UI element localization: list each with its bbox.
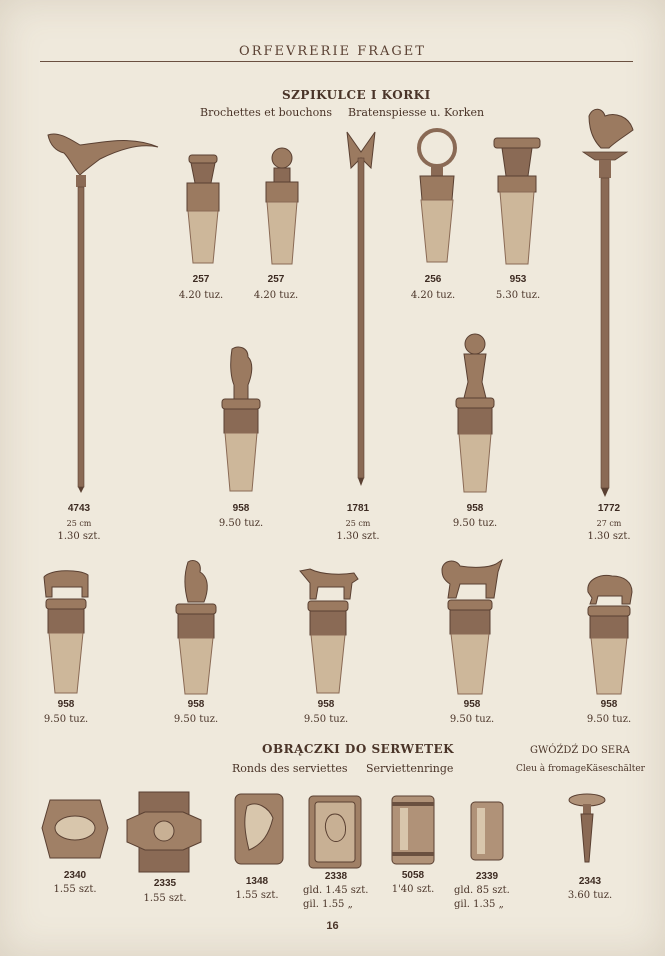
page-number: 16	[326, 920, 339, 932]
header-rule	[40, 61, 633, 62]
section3-subtitle-fr: Cleu à fromage	[516, 764, 587, 774]
cork-953-illustration	[492, 136, 542, 268]
item-5058-number: 5058	[401, 870, 425, 881]
item-2339-number: 2339	[475, 871, 499, 882]
napkin-ring-2335-illustration	[125, 790, 203, 874]
item-257b-number: 257	[267, 274, 285, 285]
cork-958-lion-illustration	[436, 558, 506, 696]
item-953-number: 953	[509, 274, 527, 285]
section1-subtitle-fr: Brochettes et bouchons	[200, 106, 332, 119]
napkin-ring-2339-illustration	[468, 800, 506, 862]
item-4743-number: 4743	[67, 503, 91, 514]
item-958-elephant-price: 9.50 tuz.	[586, 714, 632, 725]
item-958a-number: 958	[232, 503, 250, 514]
item-2338-price-gil: gil. 1.55 „	[303, 899, 353, 910]
item-4743-price: 1.30 szt.	[57, 531, 101, 542]
pheasant-skewer-illustration	[40, 125, 165, 495]
cork-958-figure-illustration	[452, 332, 498, 494]
item-2338-price-gld: gld. 1.45 szt.	[303, 885, 369, 896]
item-256-number: 256	[424, 274, 442, 285]
item-958a-price: 9.50 tuz.	[218, 518, 264, 529]
item-2338-number: 2338	[324, 871, 348, 882]
arrow-skewer-illustration	[343, 128, 379, 490]
cork-958-dog-illustration	[296, 565, 362, 695]
section3-subtitle-de: Käseschälter	[586, 764, 645, 774]
cork-257-plain-illustration	[183, 153, 223, 268]
item-958b-number: 958	[466, 503, 484, 514]
item-958-squirrel-number: 958	[187, 699, 205, 710]
item-958-dog-number: 958	[317, 699, 335, 710]
napkin-ring-2338-illustration	[307, 794, 363, 870]
item-953-price: 5.30 tuz.	[495, 290, 541, 301]
item-2340-price: 1.55 szt.	[53, 884, 97, 895]
rooster-skewer-illustration	[575, 102, 639, 502]
item-1781-price: 1.30 szt.	[336, 531, 380, 542]
item-958-lion-number: 958	[463, 699, 481, 710]
item-1348-price: 1.55 szt.	[235, 890, 279, 901]
item-2339-price-gil: gil. 1.35 „	[454, 899, 504, 910]
section1-subtitle-de: Bratenspiesse u. Korken	[348, 106, 485, 119]
napkin-ring-5058-illustration	[388, 794, 438, 866]
item-958-lion-price: 9.50 tuz.	[449, 714, 495, 725]
section3-title: GWÓŹDŹ DO SERA	[530, 745, 630, 756]
item-5058-price: 1'40 szt.	[391, 884, 435, 895]
item-257a-number: 257	[192, 274, 210, 285]
section2-title: OBRĄCZKI DO SERWETEK	[262, 742, 455, 756]
napkin-ring-1348-illustration	[233, 790, 285, 868]
item-1781-number: 1781	[346, 503, 370, 514]
item-2335-number: 2335	[153, 878, 177, 889]
napkin-ring-2340-illustration	[40, 790, 110, 868]
item-256-price: 4.20 tuz.	[410, 290, 456, 301]
item-958-dog-price: 9.50 tuz.	[303, 714, 349, 725]
cork-958-squirrel-illustration	[172, 558, 220, 696]
cork-958-bear-illustration	[218, 345, 264, 493]
item-1348-number: 1348	[245, 876, 269, 887]
item-2335-price: 1.55 szt.	[143, 893, 187, 904]
section2-subtitle-de: Serviettenringe	[366, 762, 454, 775]
item-4743-size: 25 cm	[66, 519, 92, 528]
page-header-title: ORFEVRERIE FRAGET	[239, 44, 426, 59]
item-2343-price: 3.60 tuz.	[567, 890, 613, 901]
item-2343-number: 2343	[578, 876, 602, 887]
cheese-pick-2343-illustration	[566, 792, 608, 866]
section2-subtitle-fr: Ronds des serviettes	[232, 762, 348, 775]
item-958-cow-price: 9.50 tuz.	[43, 714, 89, 725]
item-1772-price: 1.30 szt.	[587, 531, 631, 542]
item-1772-number: 1772	[597, 503, 621, 514]
cork-958-elephant-illustration	[582, 572, 636, 696]
item-958b-price: 9.50 tuz.	[452, 518, 498, 529]
cork-958-cow-illustration	[40, 565, 92, 695]
item-257a-price: 4.20 tuz.	[178, 290, 224, 301]
item-958-elephant-number: 958	[600, 699, 618, 710]
section1-title: SZPIKULCE I KORKI	[282, 88, 431, 102]
item-958-squirrel-price: 9.50 tuz.	[173, 714, 219, 725]
item-2339-price-gld: gld. 85 szt.	[454, 885, 510, 896]
item-257b-price: 4.20 tuz.	[253, 290, 299, 301]
item-2340-number: 2340	[63, 870, 87, 881]
item-958-cow-number: 958	[57, 699, 75, 710]
cork-256-ring-illustration	[414, 126, 460, 266]
item-1781-size: 25 cm	[345, 519, 371, 528]
item-1772-size: 27 cm	[596, 519, 622, 528]
cork-257-knob-illustration	[262, 146, 302, 268]
